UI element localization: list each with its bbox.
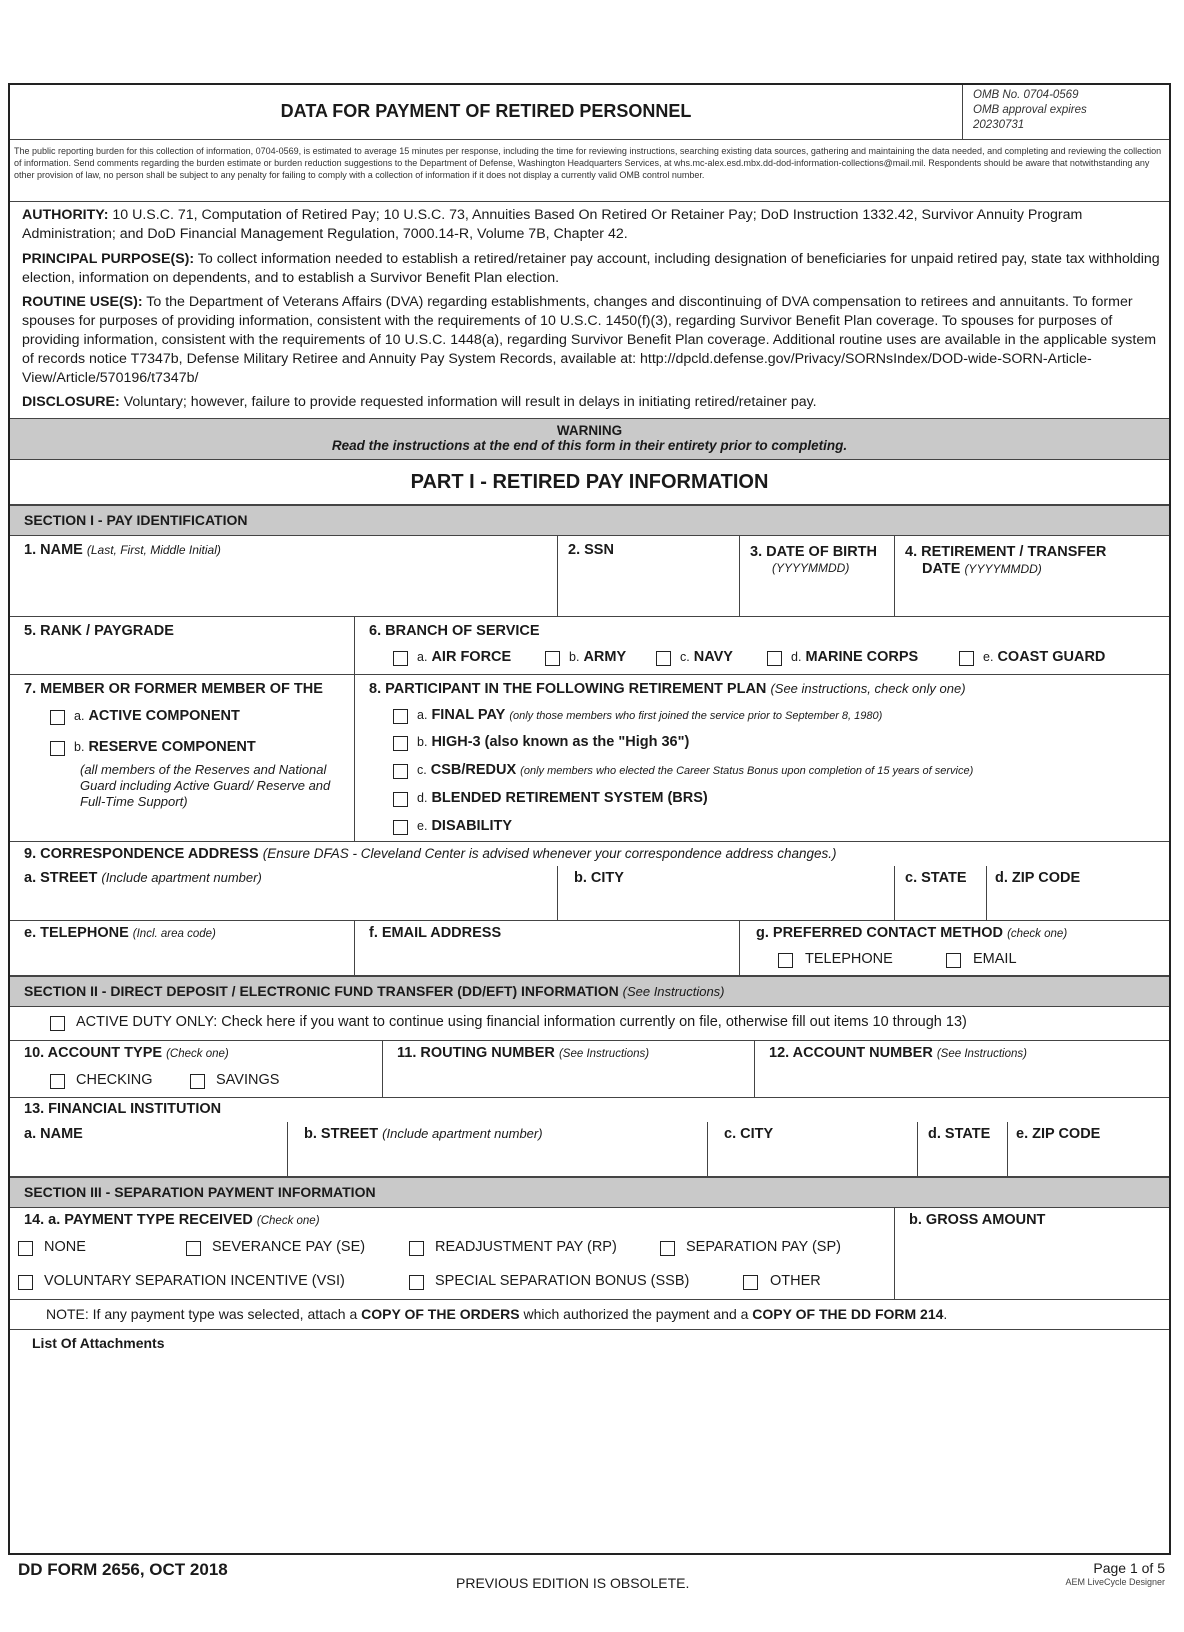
fin-street-label: b. STREET (Include apartment number)	[304, 1126, 543, 1142]
fin-name-label: a. NAME	[24, 1126, 83, 1142]
payment-type-field	[10, 1208, 895, 1300]
attachments-field[interactable]	[10, 1330, 1169, 1553]
reserve-component-checkbox[interactable]	[50, 741, 65, 756]
payment-severance-option: SEVERANCE PAY (SE)	[212, 1239, 366, 1255]
omb-number: OMB No. 0704-0569	[973, 89, 1079, 101]
form-title: DATA FOR PAYMENT OF RETIRED PERSONNEL	[280, 101, 692, 121]
active-duty-checkbox[interactable]	[50, 1016, 65, 1031]
branch-army-checkbox[interactable]	[545, 651, 560, 666]
purpose-label: PRINCIPAL PURPOSE(S):	[22, 251, 195, 267]
routing-number-field[interactable]	[383, 1041, 755, 1098]
plan-label: 8. PARTICIPANT IN THE FOLLOWING RETIREMENT PLAN (See instructions, check only one)	[369, 681, 966, 697]
street-label: a. STREET (Include apartment number)	[24, 870, 262, 886]
payment-readjustment-checkbox[interactable]	[409, 1241, 424, 1256]
contact-email-option: EMAIL	[973, 951, 1017, 967]
plan-brs-option: d. BLENDED RETIREMENT SYSTEM (BRS)	[417, 790, 708, 806]
plan-csb-redux-checkbox[interactable]	[393, 764, 408, 779]
omb-box	[963, 85, 1169, 140]
retirement-date-label-2: DATE (YYYYMMDD)	[922, 561, 1042, 577]
rank-field[interactable]	[10, 617, 355, 675]
fin-state-label: d. STATE	[928, 1126, 991, 1142]
omb-approval: OMB approval expires	[973, 104, 1087, 116]
financial-institution-label: 13. FINANCIAL INSTITUTION	[24, 1101, 222, 1117]
reserve-note: (all members of the Reserves and National Guard including Active Guard/ Reserve and Full-Time Support)	[80, 762, 331, 809]
member-label: 7. MEMBER OR FORMER MEMBER OF THE	[24, 681, 323, 697]
contact-telephone-checkbox[interactable]	[778, 953, 793, 968]
active-duty-row	[10, 1007, 1169, 1041]
disclosure-paragraph	[22, 393, 1162, 412]
telephone-field[interactable]	[10, 921, 355, 976]
email-field[interactable]	[355, 921, 740, 976]
form-id: DD FORM 2656, OCT 2018	[18, 1560, 228, 1579]
warning-text: Read the instructions at the end of this form in their entirety prior to completing.	[331, 438, 848, 453]
zip-field[interactable]	[987, 866, 1169, 921]
plan-disability-checkbox[interactable]	[393, 820, 408, 835]
fin-city-field[interactable]	[708, 1122, 918, 1177]
payment-severance-checkbox[interactable]	[186, 1241, 201, 1256]
gross-amount-label: b. GROSS AMOUNT	[909, 1212, 1046, 1228]
ssn-field[interactable]	[558, 536, 740, 617]
dob-label: 3. DATE OF BIRTH	[750, 544, 878, 560]
account-type-label: 10. ACCOUNT TYPE (Check one)	[24, 1045, 229, 1061]
payment-separation-checkbox[interactable]	[660, 1241, 675, 1256]
member-field	[10, 675, 355, 842]
part-title-text: PART I - RETIRED PAY INFORMATION	[410, 471, 769, 493]
payment-readjustment-option: READJUSTMENT PAY (RP)	[435, 1239, 617, 1255]
rank-label: 5. RANK / PAYGRADE	[24, 623, 174, 639]
ssn-label: 2. SSN	[568, 542, 614, 558]
section-3-title: SECTION III - SEPARATION PAYMENT INFORMATION	[24, 1184, 376, 1200]
payment-other-option: OTHER	[770, 1273, 821, 1289]
state-label: c. STATE	[905, 870, 967, 886]
burden-statement: The public reporting burden for this collection of information, 0704-0569, is estimated to average 15 minutes per response, including the time for reviewing instructions, searching existing data sources, gathering and maintaining the data needed, and completing and reviewing the collection of information. Send comments regarding the burden estimate or burden reduction suggestions to the Department of Defense, Washington Headquarters Services, at whs.mc-alex.esd.mbx.dd-dod-information-collections@mail.mil. Respondents should be aware that notwithstanding any other provision of law, no person shall be subject to any penalty for failing to comply with a collection of information if it does not display a currently valid OMB control number.	[10, 140, 1169, 202]
payment-none-checkbox[interactable]	[18, 1241, 33, 1256]
reserve-component-option: b. RESERVE COMPONENT	[74, 739, 256, 755]
zip-label: d. ZIP CODE	[995, 870, 1081, 886]
section-2-header	[10, 976, 1169, 1007]
contact-telephone-option: TELEPHONE	[805, 951, 893, 967]
fin-state-field[interactable]	[918, 1122, 1008, 1177]
section-2-subtitle: (See Instructions)	[622, 984, 725, 999]
street-field[interactable]	[10, 866, 558, 921]
fin-name-field[interactable]	[10, 1122, 288, 1177]
name-label: 1. NAME (Last, First, Middle Initial)	[24, 542, 221, 558]
part-title	[10, 460, 1169, 505]
purpose-text: To collect information needed to establish a retired/retainer pay account, including designation of beneficiaries for unpaid retired pay, state tax withholding election, information on dependents, and to establish a Survivor Benefit Plan election.	[22, 251, 1160, 286]
fin-street-field[interactable]	[288, 1122, 708, 1177]
fin-city-label: c. CITY	[724, 1126, 774, 1142]
address-header	[10, 842, 1169, 866]
branch-coastguard-option: e. COAST GUARD	[983, 649, 1106, 665]
payment-other-checkbox[interactable]	[743, 1275, 758, 1290]
plan-csb-redux-option: c. CSB/REDUX (only members who elected the Career Status Bonus upon completion of 15 years of service)	[417, 762, 974, 778]
retirement-date-label: 4. RETIREMENT / TRANSFER	[905, 544, 1107, 560]
routine-text: To the Department of Veterans Affairs (DVA) regarding establishments, changes and discontinuing of DVA compensation to retirees and annuitants. To former spouses for purposes of providing information, consistent with the requirements of 10 U.S.C. 1450(f)(3), regarding Survivor Benefit Plan coverage. To spouses for purposes of providing information, consistent with the requirements of 10 U.S.C. 1448(a), regarding Survivor Benefit Plan coverage. Additional routine uses are available in the applicable system of records notice T7347b, Defense Military Retiree and Annuity Pay System Records, available at: http://dpcld.defense.gov/Privacy/SORNsIndex/DOD-wide-SORN-Article-View/Article/570196/t7347b/	[22, 294, 1157, 386]
account-number-label: 12. ACCOUNT NUMBER (See Instructions)	[769, 1045, 1027, 1061]
fin-zip-field[interactable]	[1008, 1122, 1169, 1177]
section-2-title: SECTION II - DIRECT DEPOSIT / ELECTRONIC FUND TRANSFER (DD/EFT) INFORMATION	[24, 983, 619, 999]
warning-title: WARNING	[556, 423, 623, 438]
purpose-paragraph	[22, 250, 1162, 288]
warning-banner	[10, 418, 1169, 460]
plan-brs-checkbox[interactable]	[393, 792, 408, 807]
city-label: b. CITY	[574, 870, 624, 886]
authority-text: 10 U.S.C. 71, Computation of Retired Pay; 10 U.S.C. 73, Annuities Based On Retired Or Retainer Pay; DoD Instruction 1332.42, Survivor Annuity Program Administration; and DoD Financial Management Regulation, 7000.14-R, Volume 7B, Chapter 42.	[22, 207, 1083, 242]
checking-checkbox[interactable]	[50, 1074, 65, 1089]
fin-zip-label: e. ZIP CODE	[1016, 1126, 1101, 1142]
savings-option: SAVINGS	[216, 1072, 280, 1088]
city-field[interactable]	[558, 866, 895, 921]
page-number: Page 1 of 5	[1093, 1560, 1165, 1576]
disclosure-text: Voluntary; however, failure to provide requested information will result in delays in initiating retired/retainer pay.	[119, 394, 817, 410]
branch-marines-checkbox[interactable]	[767, 651, 782, 666]
authority-label: AUTHORITY:	[22, 207, 109, 223]
address-label: 9. CORRESPONDENCE ADDRESS (Ensure DFAS - Cleveland Center is advised whenever your correspondence address changes.)	[24, 846, 837, 862]
contact-method-label: g. PREFERRED CONTACT METHOD (check one)	[756, 925, 1068, 941]
disclosure-label: DISCLOSURE:	[22, 394, 120, 410]
plan-final-pay-option: a. FINAL PAY (only those members who first joined the service prior to September 8, 1980)	[417, 707, 883, 723]
plan-high3-checkbox[interactable]	[393, 736, 408, 751]
gross-amount-field[interactable]	[895, 1208, 1169, 1300]
contact-email-checkbox[interactable]	[946, 953, 961, 968]
account-number-field[interactable]	[755, 1041, 1169, 1098]
orders-note	[10, 1300, 1169, 1330]
plan-final-pay-checkbox[interactable]	[393, 709, 408, 724]
contact-method-field	[740, 921, 1169, 976]
payment-ssb-checkbox[interactable]	[409, 1275, 424, 1290]
dob-field[interactable]	[740, 536, 895, 617]
savings-checkbox[interactable]	[190, 1074, 205, 1089]
routine-label: ROUTINE USE(S):	[22, 294, 143, 310]
retirement-date-field[interactable]	[895, 536, 1169, 617]
branch-army-option: b. ARMY	[569, 649, 627, 665]
payment-vsi-checkbox[interactable]	[18, 1275, 33, 1290]
form-title-box	[10, 85, 963, 140]
active-component-option: a. ACTIVE COMPONENT	[74, 708, 240, 724]
section-3-header	[10, 1177, 1169, 1208]
payment-type-label: 14. a. PAYMENT TYPE RECEIVED (Check one)	[24, 1212, 320, 1228]
branch-label: 6. BRANCH OF SERVICE	[369, 623, 540, 639]
obsolete-notice: PREVIOUS EDITION IS OBSOLETE.	[456, 1575, 690, 1591]
email-label: f. EMAIL ADDRESS	[369, 925, 502, 941]
active-component-checkbox[interactable]	[50, 710, 65, 725]
orders-note-text: NOTE: If any payment type was selected, attach a COPY OF THE ORDERS which authorized the payment and a COPY OF THE DD FORM 214.	[46, 1306, 948, 1322]
branch-airforce-option: a. AIR FORCE	[417, 649, 512, 665]
dob-format: (YYYYMMDD)	[772, 561, 850, 575]
payment-vsi-option: VOLUNTARY SEPARATION INCENTIVE (VSI)	[44, 1273, 345, 1289]
payment-ssb-option: SPECIAL SEPARATION BONUS (SSB)	[435, 1273, 690, 1289]
plan-high3-option: b. HIGH-3 (also known as the "High 36")	[417, 734, 690, 750]
attachments-label: List Of Attachments	[32, 1335, 165, 1351]
authority-paragraph	[22, 206, 1162, 244]
retirement-plan-field	[355, 675, 1169, 842]
branch-airforce-checkbox[interactable]	[393, 651, 408, 666]
form-page	[8, 83, 1171, 1555]
designer-credit: AEM LiveCycle Designer	[1065, 1577, 1165, 1587]
active-duty-text: ACTIVE DUTY ONLY: Check here if you want to continue using financial information currently on file, otherwise fill out items 10 through 13)	[76, 1014, 967, 1030]
payment-none-option: NONE	[44, 1239, 86, 1255]
branch-navy-checkbox[interactable]	[656, 651, 671, 666]
checking-option: CHECKING	[76, 1072, 153, 1088]
routine-use-paragraph	[22, 293, 1162, 388]
omb-date: 20230731	[973, 119, 1025, 131]
routing-number-label: 11. ROUTING NUMBER (See Instructions)	[397, 1045, 650, 1061]
account-type-field	[10, 1041, 383, 1098]
branch-navy-option: c. NAVY	[680, 649, 733, 665]
telephone-label: e. TELEPHONE (Incl. area code)	[24, 925, 216, 941]
branch-coastguard-checkbox[interactable]	[959, 651, 974, 666]
financial-institution-header	[10, 1098, 1169, 1122]
branch-marines-option: d. MARINE CORPS	[791, 649, 919, 665]
branch-field	[355, 617, 1169, 675]
name-field[interactable]	[10, 536, 558, 617]
state-field[interactable]	[895, 866, 987, 921]
plan-disability-option: e. DISABILITY	[417, 818, 512, 834]
section-1-header	[10, 505, 1169, 536]
section-1-title: SECTION I - PAY IDENTIFICATION	[24, 512, 248, 528]
payment-separation-option: SEPARATION PAY (SP)	[686, 1239, 841, 1255]
